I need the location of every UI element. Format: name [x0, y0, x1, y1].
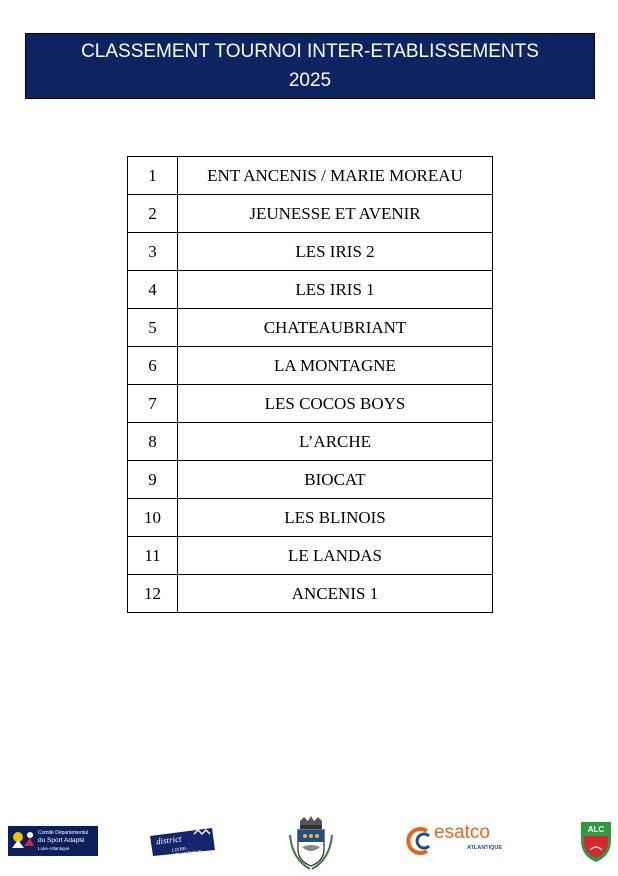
ranking-position: 10	[128, 499, 178, 537]
ranking-table	[127, 156, 493, 613]
district-logo-line-2: LOIRE-ATLANTIQUE	[171, 845, 203, 858]
ranking-team-name: LE LANDAS	[178, 537, 493, 575]
ranking-team-name: ENT ANCENIS / MARIE MOREAU	[178, 157, 493, 195]
ranking-row	[128, 423, 493, 461]
sponsor-logos	[0, 810, 618, 870]
cdsa-logo-line-1: Comité Départemental	[38, 830, 89, 836]
ranking-position: 6	[128, 347, 178, 385]
cdsa-logo-line-3: Loire-Atlantique	[38, 846, 70, 851]
cdsa-logo-line-2: du Sport Adapté	[38, 837, 85, 844]
ranking-team-name: LES COCOS BOYS	[178, 385, 493, 423]
ranking-position: 11	[128, 537, 178, 575]
ranking-row	[128, 347, 493, 385]
ranking-team-name: JEUNESSE ET AVENIR	[178, 195, 493, 233]
ranking-row	[128, 499, 493, 537]
ranking-position: 7	[128, 385, 178, 423]
ranking-row	[128, 461, 493, 499]
ranking-position: 2	[128, 195, 178, 233]
esatco-logo-sub: ATLANTIQUE	[467, 845, 503, 851]
esatco-logo-name: esatco	[434, 822, 490, 843]
ranking-team-name: CHATEAUBRIANT	[178, 309, 493, 347]
ranking-row	[128, 157, 493, 195]
ranking-position: 9	[128, 461, 178, 499]
ranking-team-name: ANCENIS 1	[178, 575, 493, 613]
district-logo	[150, 824, 215, 856]
page-title-line-1: CLASSEMENT TOURNOI INTER-ETABLISSEMENTS	[81, 41, 539, 62]
ranking-position: 1	[128, 157, 178, 195]
ranking-row	[128, 195, 493, 233]
coat-of-arms-icon	[288, 815, 334, 871]
ranking-position: 4	[128, 271, 178, 309]
ranking-position: 3	[128, 233, 178, 271]
page-title	[25, 33, 595, 99]
ranking-row	[128, 233, 493, 271]
district-logo-line-1: district	[155, 833, 183, 847]
ranking-team-name: LES IRIS 1	[178, 271, 493, 309]
ranking-team-name: L’ARCHE	[178, 423, 493, 461]
ranking-team-name: LES BLINOIS	[178, 499, 493, 537]
ranking-team-name: LES IRIS 2	[178, 233, 493, 271]
ranking-position: 5	[128, 309, 178, 347]
cdsa-logo	[8, 826, 98, 856]
page-title-line-2: 2025	[288, 70, 332, 91]
ranking-row	[128, 537, 493, 575]
esatco-logo	[405, 824, 510, 858]
ranking-position: 12	[128, 575, 178, 613]
ranking-row	[128, 309, 493, 347]
ranking-row	[128, 575, 493, 613]
ranking-position: 8	[128, 423, 178, 461]
alc-shield-icon	[579, 820, 613, 864]
ranking-team-name: BIOCAT	[178, 461, 493, 499]
alc-shield-text: ALC	[587, 825, 605, 834]
ranking-row	[128, 271, 493, 309]
ranking-row	[128, 385, 493, 423]
ranking-team-name: LA MONTAGNE	[178, 347, 493, 385]
